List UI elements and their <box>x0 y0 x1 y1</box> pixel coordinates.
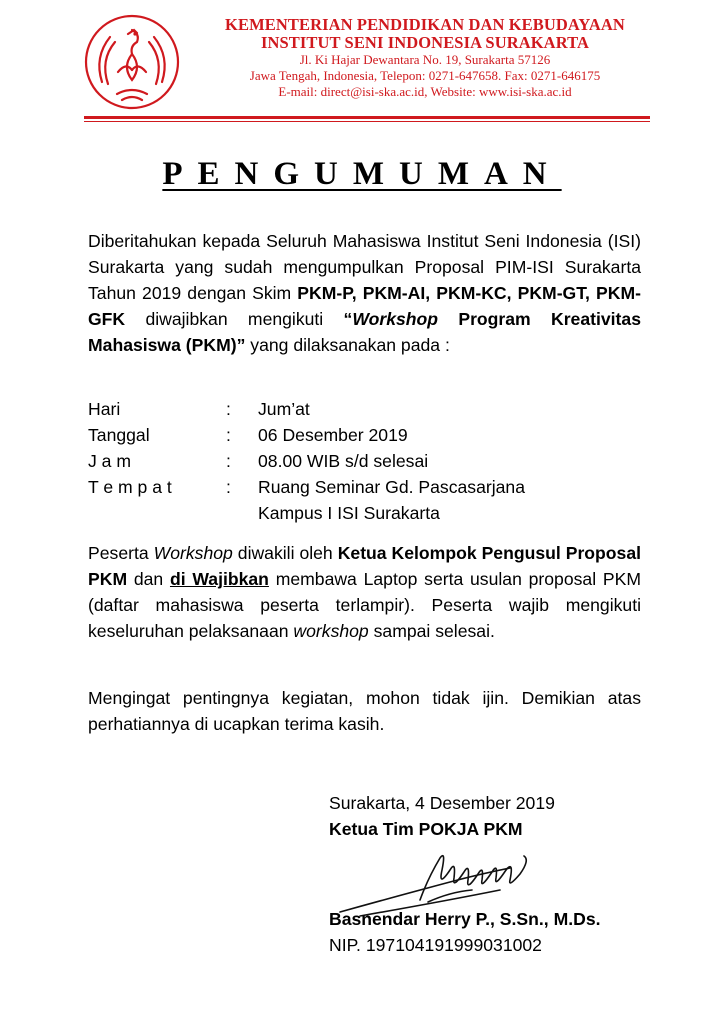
closing-paragraph: Mengingat pentingnya kegiatan, mohon tidak ijin. Demikian atas perhatiannya di ucapkan terima kasih. <box>88 688 641 734</box>
schedule-row <box>88 500 658 526</box>
schedule-colon <box>226 500 258 526</box>
signer-block <box>329 906 689 958</box>
letterhead-divider-thick <box>84 116 650 119</box>
schedule-label: J a m <box>88 451 132 471</box>
schedule-label: Tanggal <box>88 425 150 445</box>
schedule-row <box>88 396 658 422</box>
signer-name: Basnendar Herry P., S.Sn., M.Ds. <box>329 909 601 929</box>
schedule-colon: : <box>226 425 231 445</box>
signer-nip: NIP. 197104191999031002 <box>329 935 542 955</box>
obligation-emphasis: di Wajibkan <box>169 569 269 589</box>
workshop-word: workshop <box>293 621 369 641</box>
workshop-word: Workshop <box>153 543 233 563</box>
ministry-name: KEMENTERIAN PENDIDIKAN DAN KEBUDAYAAN <box>225 15 625 34</box>
document-title: PENGUMUMAN <box>162 156 562 192</box>
schedule-row <box>88 448 658 474</box>
institution-name: INSTITUT SENI INDONESIA SURAKARTA <box>260 33 590 52</box>
schedule-label: Hari <box>88 399 121 419</box>
email-website-line: E-mail: direct@isi-ska.ac.id, Website: www.isi-ska.ac.id <box>278 84 572 99</box>
event-quote-open: “ <box>343 309 353 329</box>
schedule-value: 08.00 WIB s/d selesai <box>258 451 429 471</box>
schedule-value: Ruang Seminar Gd. Pascasarjana <box>258 477 525 497</box>
skim-list: PKM-P, PKM-AI, PKM-KC, PKM-GT, PKM-GFK <box>88 283 641 329</box>
held-on-text: yang dilaksanakan pada : <box>245 335 450 355</box>
letterhead <box>0 0 724 120</box>
signer-position: Ketua Tim POKJA PKM <box>329 819 523 839</box>
schedule-block <box>88 396 658 526</box>
group-leader-text: Ketua Kelompok Pengusul Proposal PKM <box>88 543 641 589</box>
schedule-value: Kampus I ISI Surakarta <box>258 503 440 523</box>
address-line: Jl. Ki Hajar Dewantara No. 19, Surakarta 57126 <box>299 52 551 67</box>
institution-header <box>190 16 660 100</box>
participant-paragraph <box>88 540 641 644</box>
event-name: Program Kreativitas Mahasiswa (PKM)” <box>88 309 641 355</box>
schedule-colon: : <box>226 451 231 471</box>
schedule-label <box>88 500 226 526</box>
text-segment: sampai selesai. <box>368 621 495 641</box>
text-segment: membawa Laptop serta usulan proposal PKM (daftar mahasiswa peserta terlampir). Peserta wajib mengikuti keseluruhan pelaksanaan <box>88 569 641 641</box>
text-segment: diwakili oleh <box>232 543 338 563</box>
phoenix-emblem-logo-icon <box>82 12 182 112</box>
intro-text: Diberitahukan kepada Seluruh Mahasiswa Institut Seni Indonesia (ISI) Surakarta yang sudah mengumpulkan Proposal PIM-ISI Surakarta Tahun 2019 dengan Skim <box>88 231 641 303</box>
schedule-value: 06 Desember 2019 <box>258 425 408 445</box>
obligation-text: diwajibkan mengikuti <box>125 309 344 329</box>
schedule-row <box>88 474 658 500</box>
schedule-value: Jum’at <box>258 399 310 419</box>
announcement-paragraph <box>88 228 641 358</box>
schedule-label: T e m p a t <box>88 477 172 497</box>
place-date: Surakarta, 4 Desember 2019 <box>329 793 555 813</box>
text-segment: Peserta <box>88 543 154 563</box>
schedule-colon: : <box>226 477 231 497</box>
text-segment: dan <box>127 569 170 589</box>
letterhead-divider-thin <box>84 121 650 122</box>
schedule-colon: : <box>226 399 231 419</box>
schedule-row <box>88 422 658 448</box>
contact-line: Jawa Tengah, Indonesia, Telepon: 0271-647658. Fax: 0271-646175 <box>249 68 601 83</box>
workshop-word: Workshop <box>352 309 439 329</box>
